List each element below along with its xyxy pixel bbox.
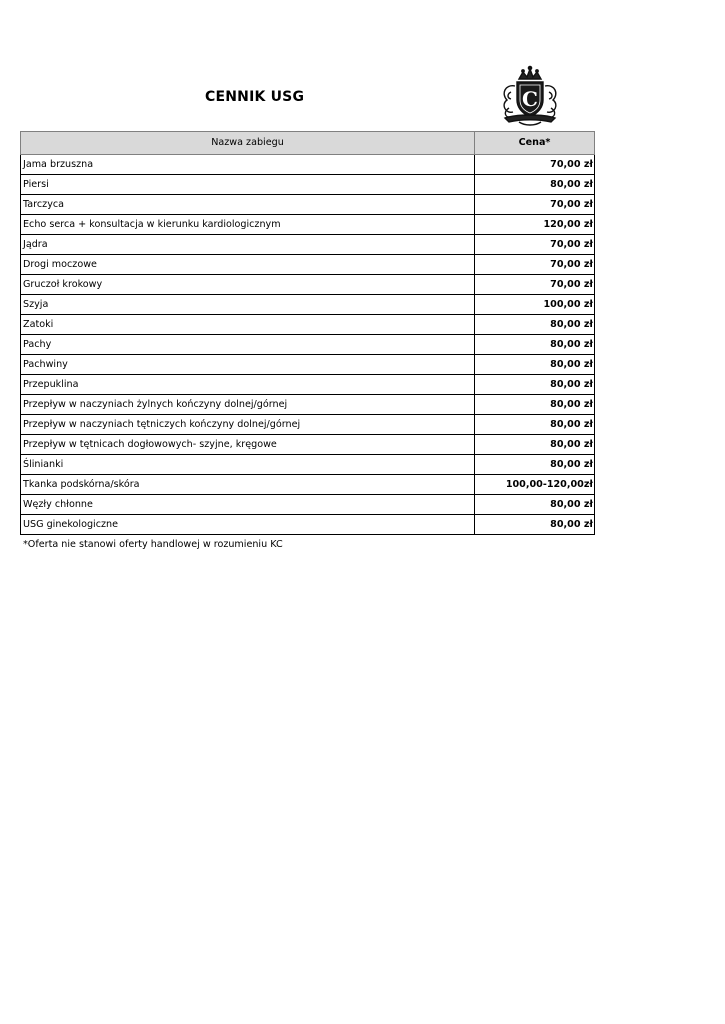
procedure-name: Tkanka podskórna/skóra [21, 475, 475, 495]
table-row [21, 455, 595, 475]
footnote: *Oferta nie stanowi oferty handlowej w rozumieniu KC [23, 539, 283, 550]
page-title: CENNIK USG [205, 89, 305, 105]
column-header-name: Nazwa zabiegu [21, 132, 475, 155]
procedure-price: 80,00 zł [475, 435, 595, 455]
table-row [21, 435, 595, 455]
column-header-price: Cena* [475, 132, 595, 155]
procedure-name: Przepływ w naczyniach żylnych kończyny dolnej/górnej [21, 395, 475, 415]
table-row [21, 335, 595, 355]
procedure-price: 80,00 zł [475, 515, 595, 535]
procedure-name: Jądra [21, 235, 475, 255]
table-header-row [21, 132, 595, 155]
procedure-name: Przepływ w naczyniach tętniczych kończyny dolnej/górnej [21, 415, 475, 435]
procedure-price: 80,00 zł [475, 315, 595, 335]
procedure-name: Szyja [21, 295, 475, 315]
procedure-name: Ślinianki [21, 455, 475, 475]
procedure-name: Echo serca + konsultacja w kierunku kardiologicznym [21, 215, 475, 235]
procedure-name: Jama brzuszna [21, 155, 475, 175]
table-row [21, 195, 595, 215]
procedure-name: Gruczoł krokowy [21, 275, 475, 295]
procedure-price: 80,00 zł [475, 375, 595, 395]
procedure-price: 120,00 zł [475, 215, 595, 235]
table-row [21, 155, 595, 175]
table-row [21, 215, 595, 235]
procedure-price: 80,00 zł [475, 395, 595, 415]
procedure-name: Pachy [21, 335, 475, 355]
table-row [21, 255, 595, 275]
procedure-price: 80,00 zł [475, 455, 595, 475]
procedure-name: Przepływ w tętnicach dogłowowych- szyjne, kręgowe [21, 435, 475, 455]
procedure-price: 70,00 zł [475, 255, 595, 275]
procedure-price: 80,00 zł [475, 355, 595, 375]
procedure-name: Węzły chłonne [21, 495, 475, 515]
procedure-price: 80,00 zł [475, 415, 595, 435]
procedure-name: USG ginekologiczne [21, 515, 475, 535]
procedure-price: 80,00 zł [475, 175, 595, 195]
table-row [21, 515, 595, 535]
table-row [21, 375, 595, 395]
table-row [21, 315, 595, 335]
table-row [21, 275, 595, 295]
price-table-body [21, 155, 595, 535]
price-table [20, 131, 595, 535]
procedure-price: 70,00 zł [475, 275, 595, 295]
procedure-name: Drogi moczowe [21, 255, 475, 275]
table-row [21, 295, 595, 315]
table-row [21, 395, 595, 415]
procedure-price: 80,00 zł [475, 335, 595, 355]
procedure-price: 70,00 zł [475, 155, 595, 175]
procedure-price: 70,00 zł [475, 235, 595, 255]
procedure-name: Tarczyca [21, 195, 475, 215]
ornamental-crest-logo-icon [497, 64, 563, 130]
procedure-price: 70,00 zł [475, 195, 595, 215]
procedure-price: 80,00 zł [475, 495, 595, 515]
table-row [21, 475, 595, 495]
logo-letter: C [522, 87, 538, 111]
procedure-price: 100,00-120,00zł [475, 475, 595, 495]
table-row [21, 355, 595, 375]
procedure-name: Przepuklina [21, 375, 475, 395]
procedure-name: Piersi [21, 175, 475, 195]
table-row [21, 175, 595, 195]
table-row [21, 495, 595, 515]
table-row [21, 235, 595, 255]
table-row [21, 415, 595, 435]
procedure-name: Zatoki [21, 315, 475, 335]
procedure-price: 100,00 zł [475, 295, 595, 315]
procedure-name: Pachwiny [21, 355, 475, 375]
